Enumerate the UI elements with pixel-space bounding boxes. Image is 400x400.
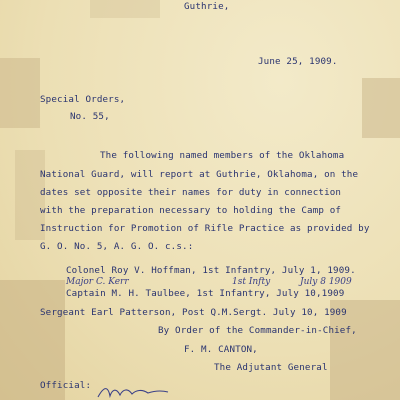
body-line: G. O. No. 5, A. G. O. c.s.: <box>40 241 194 252</box>
body-line: Instruction for Promotion of Rifle Practice as provided by <box>40 223 370 234</box>
handwritten-date: July 8 1909 <box>300 277 352 287</box>
order-date: June 25, 1909. <box>258 56 338 67</box>
tape-stain <box>90 0 160 18</box>
tape-stain <box>362 78 400 138</box>
body-line: dates set opposite their names for duty in connection <box>40 187 342 198</box>
handwritten-name: Major C. Kerr <box>66 277 129 287</box>
roster-entry: Captain M. H. Taulbee, 1st Infantry, July 10,1909 <box>66 288 345 299</box>
handwritten-signature <box>96 384 176 400</box>
roster-entry: Colonel Roy V. Hoffman, 1st Infantry, July 1, 1909. <box>66 265 356 276</box>
orders-title: Special Orders, <box>40 94 126 105</box>
by-order-line: By Order of the Commander-in-Chief, <box>158 325 357 336</box>
roster-entry: Sergeant Earl Patterson, Post Q.M.Sergt. July 10, 1909 <box>40 307 347 318</box>
signatory-title: The Adjutant General <box>214 362 328 373</box>
body-line: with the preparation necessary to holding the Camp of <box>40 205 342 216</box>
body-line: The following named members of the Oklahoma <box>100 150 345 161</box>
signatory-name: F. M. CANTON, <box>184 344 258 355</box>
handwritten-unit: 1st Infty <box>232 277 271 287</box>
letterhead-city: Guthrie, <box>184 1 230 12</box>
orders-number: No. 55, <box>70 111 110 122</box>
tape-stain <box>0 58 40 128</box>
body-line: National Guard, will report at Guthrie, Oklahoma, on the <box>40 169 359 180</box>
official-label: Official: <box>40 380 92 391</box>
